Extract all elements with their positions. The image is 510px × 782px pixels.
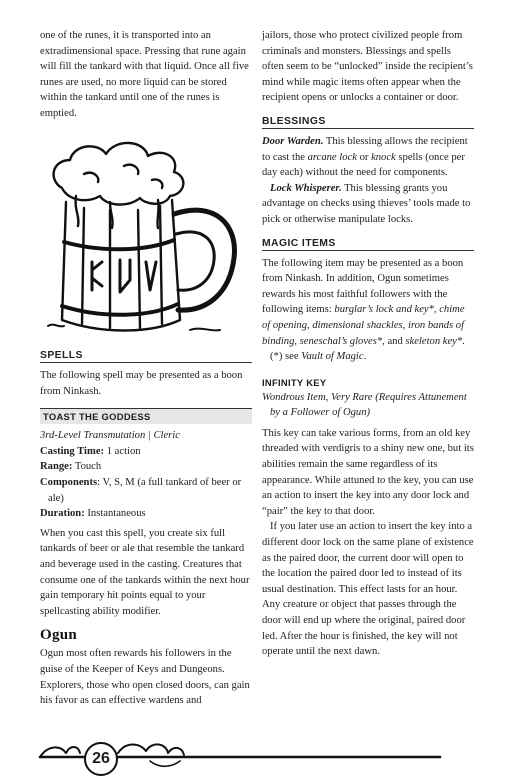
item-type: Wondrous Item, Very Rare (Requires Attunement by a Follower of Ogun) (262, 391, 467, 419)
spell-name-bar: TOAST THE GODDESS (40, 408, 252, 424)
spell-description: When you cast this spell, you create six full tankards of beer or ale that resemble the tankard and beverage used in the casting. Creatures that consume one of the tankards within the next hour gain temporary hit points equal to your spellcasting ability modifier. (40, 527, 250, 617)
tankard-illustration (40, 130, 245, 345)
deity-heading: Ogun (40, 627, 78, 644)
magic-items-paragraph: The following item may be presented as a boon from Ninkash. In addition, Ogun sometimes rewards his most faithful followers with the following items: burglar’s lock and key*, chime of opening, dimensional shackles, iron bands of binding, seneschal’s gloves*, and skeleton key*. (262, 257, 465, 347)
right-column (262, 28, 474, 660)
spell-components: Components: V, S, M (a full tankard of beer or ale) (40, 476, 242, 504)
spell-range: Range: Touch (40, 461, 102, 473)
continued-paragraph: jailors, those who protect civilized people from criminals and monsters. Blessings and spells often seem to be “unlocked” inside the recipient’s mind while magic items often appear when the recipient opens or unlocks a container or door. (262, 30, 473, 104)
item-description-2: If you later use an action to insert the key into a different door lock on the same plane of existence as the paired door, the current door will open to the location the paired door led to instead of its usual destination. This effect lasts for an hour. Any creature or object that passes through the door will end up where the original, paired door led. After the hour is finished, the key will not operate until the next dawn. (262, 521, 474, 658)
door-warden-blessing: Door Warden. This blessing allows the recipient to cast the arcane lock or knock spells (once per day each) without the need for components. (262, 135, 468, 179)
left-column (40, 28, 252, 122)
spells-intro: The following spell may be presented as a boon from Ninkash. (40, 370, 243, 397)
left-column-lower (40, 350, 252, 709)
intro-paragraph: one of the runes, it is transported into an extradimensional space. Pressing that rune again will fill the tankard with that liquid. Once all five runes are used, no more liquid can be stored within the tankard until one of the runes is emptied. (40, 30, 249, 119)
deity-paragraph: Ogun most often rewards his followers in the guise of the Keeper of Keys and Dungeons. Explorers, those who open closed doors, can gain his favor as can effective wardens and (40, 648, 250, 707)
spell-casting-time: Casting Time: 1 action (40, 445, 141, 457)
magic-items-heading: MAGIC ITEMS (262, 238, 474, 251)
spell-duration: Duration: Instantaneous (40, 508, 146, 520)
item-description-1: This key can take various forms, from an old key threaded with verdigris to a shiny new one, but its abilities remain the same regardless of its appearance. While attuned to the key, you can use an action to insert the key into any door lock and “pair” the key to that door. (262, 427, 474, 517)
spell-school: 3rd-Level Transmutation | Cleric (40, 430, 180, 442)
lock-whisperer-blessing: Lock Whisperer. This blessing grants you advantage on checks using thieves’ tools made to pick or otherwise manipulate locks. (262, 182, 471, 225)
footer-ornament (0, 735, 510, 782)
spells-heading: SPELLS (40, 350, 252, 363)
item-name: INFINITY KEY (262, 376, 327, 388)
magic-items-footnote: (*) see Vault of Magic. (270, 351, 367, 363)
blessings-heading: BLESSINGS (262, 116, 474, 129)
page-number: 26 (84, 742, 118, 776)
